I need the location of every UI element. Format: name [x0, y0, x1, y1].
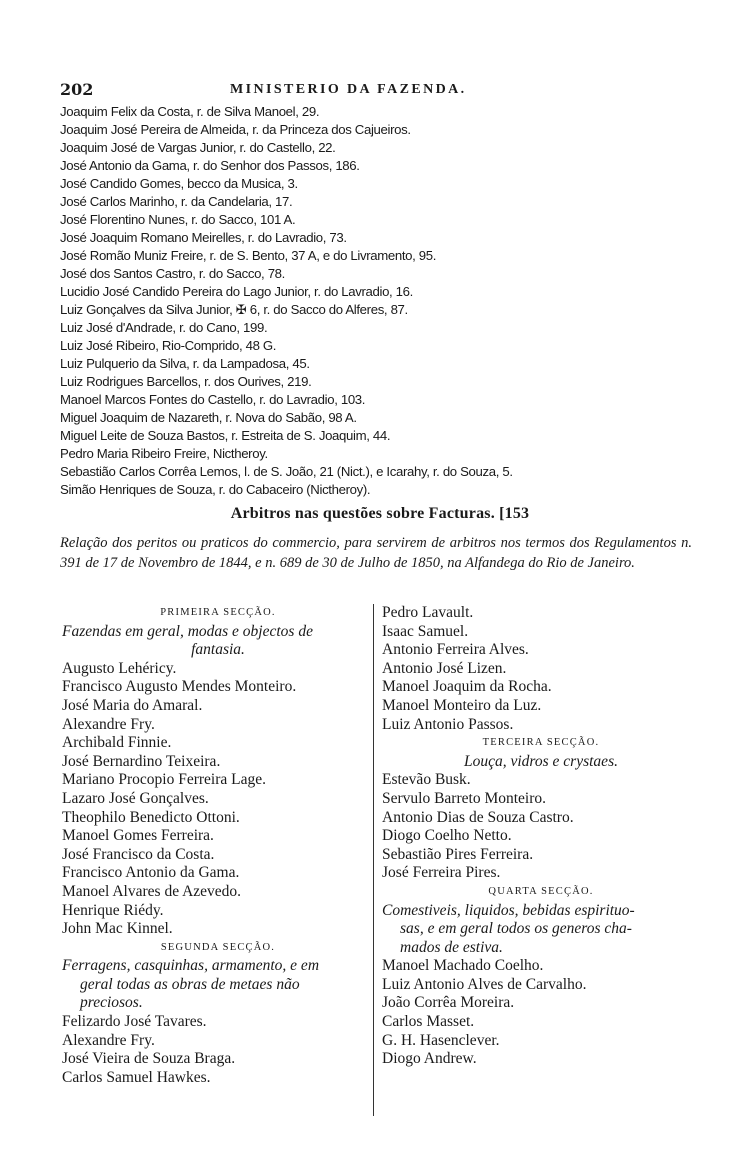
address-entry: Luiz Pulquerio da Silva, r. da Lampadosa, 45.	[60, 356, 310, 371]
address-entry: Sebastião Carlos Corrêa Lemos, l. de S. João, 21 (Nict.), e Icarahy, r. do Souza, 5.	[60, 464, 513, 479]
list-item: Manoel Monteiro da Luz.	[382, 696, 542, 714]
address-entry: Luiz José d'Andrade, r. do Cano, 199.	[60, 320, 268, 335]
subtitle-line: geral todas as obras de metaes não	[80, 975, 300, 993]
list-item: Pedro Lavault.	[382, 604, 474, 621]
page-number: 202	[60, 80, 94, 99]
address-entry: José Romão Muniz Freire, r. de S. Bento, 37 A, e do Livramento, 95.	[60, 248, 437, 263]
section-intro: Relação dos peritos ou praticos do commercio, para servirem de arbitros nos termos dos Regulamentos n. 391 de 17 de Novembro de 1844, e n. 689 de 30 de Julho de 1850, na Alfandega do Rio de Janeiro.	[60, 535, 692, 571]
address-entry: José Florentino Nunes, r. do Sacco, 101 A.	[60, 212, 296, 227]
list-item: Manoel Joaquim da Rocha.	[382, 678, 552, 696]
address-entry: Joaquim José de Vargas Junior, r. do Castello, 22.	[60, 140, 336, 155]
list-item: Carlos Samuel Hawkes.	[62, 1068, 211, 1086]
list-item: Luiz Antonio Alves de Carvalho.	[382, 975, 587, 993]
list-item: Servulo Barreto Monteiro.	[382, 789, 547, 807]
list-item: Alexandre Fry.	[62, 1031, 155, 1049]
list-item: G. H. Hasenclever.	[382, 1031, 500, 1049]
segunda-seccao-subtitle	[62, 957, 374, 1013]
list-item: Mariano Procopio Ferreira Lage.	[62, 771, 267, 789]
list-item: Lazaro José Gonçalves.	[62, 789, 209, 807]
list-item: Manoel Machado Coelho.	[382, 957, 544, 975]
list-item: Isaac Samuel.	[382, 622, 469, 640]
address-entry: Luiz José Ribeiro, Rio-Comprido, 48 G.	[60, 338, 277, 353]
list-item: Diogo Andrew.	[382, 1050, 477, 1068]
quarta-seccao-heading: QUARTA SECÇÃO.	[488, 885, 594, 897]
list-item: Sebastião Pires Ferreira.	[382, 845, 534, 863]
list-item: José Francisco da Costa.	[62, 845, 215, 863]
running-title: MINISTERIO DA FAZENDA.	[230, 82, 467, 97]
address-entry: Joaquim José Pereira de Almeida, r. da Princeza dos Cajueiros.	[60, 122, 411, 137]
page-header	[60, 80, 700, 102]
address-entry: José Carlos Marinho, r. da Candelaria, 17.	[60, 194, 293, 209]
list-item: Felizardo José Tavares.	[62, 1013, 207, 1031]
subtitle-line: preciosos.	[80, 994, 143, 1012]
subtitle-line: Fazendas em geral, modas e objectos de	[62, 622, 313, 640]
address-entry: Miguel Leite de Souza Bastos, r. Estreita de S. Joaquim, 44.	[60, 428, 391, 443]
primeira-seccao-subtitle	[62, 623, 374, 660]
list-item: Archibald Finnie.	[62, 734, 172, 752]
list-item: José Ferreira Pires.	[382, 864, 501, 882]
address-entry: Manoel Marcos Fontes do Castello, r. do Lavradio, 103.	[60, 392, 366, 407]
list-item: Antonio José Lizen.	[382, 659, 507, 677]
address-entry: Lucidio José Candido Pereira do Lago Junior, r. do Lavradio, 16.	[60, 284, 413, 299]
subtitle-line: sas, e em geral todos os generos cha-	[400, 920, 632, 938]
column-divider	[373, 604, 374, 1116]
list-item: John Mac Kinnel.	[62, 920, 173, 938]
list-item: Francisco Augusto Mendes Monteiro.	[62, 678, 297, 696]
list-item: Carlos Masset.	[382, 1013, 475, 1031]
right-column	[382, 604, 700, 1069]
list-item: Francisco Antonio da Gama.	[62, 864, 240, 882]
list-item: Antonio Ferreira Alves.	[382, 641, 529, 659]
list-item: José Vieira de Souza Braga.	[62, 1050, 236, 1068]
terceira-seccao-subtitle: Louça, vidros e crystaes.	[464, 752, 618, 770]
subtitle-line: fantasia.	[191, 641, 245, 659]
address-entry: José Antonio da Gama, r. do Senhor dos Passos, 186.	[60, 158, 360, 173]
list-item: Manoel Alvares de Azevedo.	[62, 882, 242, 900]
address-entry: Luiz Rodrigues Barcellos, r. dos Ourives, 219.	[60, 374, 312, 389]
address-entry: Joaquim Felix da Costa, r. de Silva Manoel, 29.	[60, 104, 320, 119]
address-entry: Pedro Maria Ribeiro Freire, Nictheroy.	[60, 446, 268, 461]
subtitle-line: Comestiveis, liquidos, bebidas espirituo-	[382, 901, 635, 919]
left-column	[62, 604, 374, 1087]
quarta-seccao-subtitle	[382, 902, 700, 958]
primeira-seccao-heading: PRIMEIRA SECÇÃO.	[160, 607, 276, 618]
terceira-seccao-heading: TERCEIRA SECÇÃO.	[482, 737, 600, 749]
address-entry: José Joaquim Romano Meirelles, r. do Lavradio, 73.	[60, 230, 347, 245]
address-entry: Luiz Gonçalves da Silva Junior, ✠ 6, r. do Sacco do Alferes, 87.	[60, 302, 408, 317]
address-entry: Simão Henriques de Souza, r. do Cabaceiro (Nictheroy).	[60, 482, 371, 497]
list-item: Luiz Antonio Passos.	[382, 715, 514, 733]
address-list	[60, 103, 700, 499]
address-entry: Miguel Joaquim de Nazareth, r. Nova do Sabão, 98 A.	[60, 410, 357, 425]
section-title: Arbitros nas questões sobre Facturas. [153	[230, 505, 530, 522]
list-item: Augusto Lehéricy.	[62, 659, 177, 677]
list-item: Estevão Busk.	[382, 771, 471, 789]
list-item: Antonio Dias de Souza Castro.	[382, 808, 574, 826]
list-item: Alexandre Fry.	[62, 715, 155, 733]
list-item: José Maria do Amaral.	[62, 696, 203, 714]
subtitle-line: mados de estiva.	[400, 938, 503, 956]
list-item: João Corrêa Moreira.	[382, 994, 515, 1012]
list-item: José Bernardino Teixeira.	[62, 752, 221, 770]
list-item: Theophilo Benedicto Ottoni.	[62, 808, 240, 826]
address-entry: José Candido Gomes, becco da Musica, 3.	[60, 176, 298, 191]
list-item: Diogo Coelho Netto.	[382, 827, 512, 845]
address-entry: José dos Santos Castro, r. do Sacco, 78.	[60, 266, 285, 281]
list-item: Henrique Riédy.	[62, 901, 164, 919]
subtitle-line: Ferragens, casquinhas, armamento, e em	[62, 957, 320, 975]
segunda-seccao-heading: SEGUNDA SECÇÃO.	[160, 941, 276, 953]
list-item: Manoel Gomes Ferreira.	[62, 827, 214, 845]
